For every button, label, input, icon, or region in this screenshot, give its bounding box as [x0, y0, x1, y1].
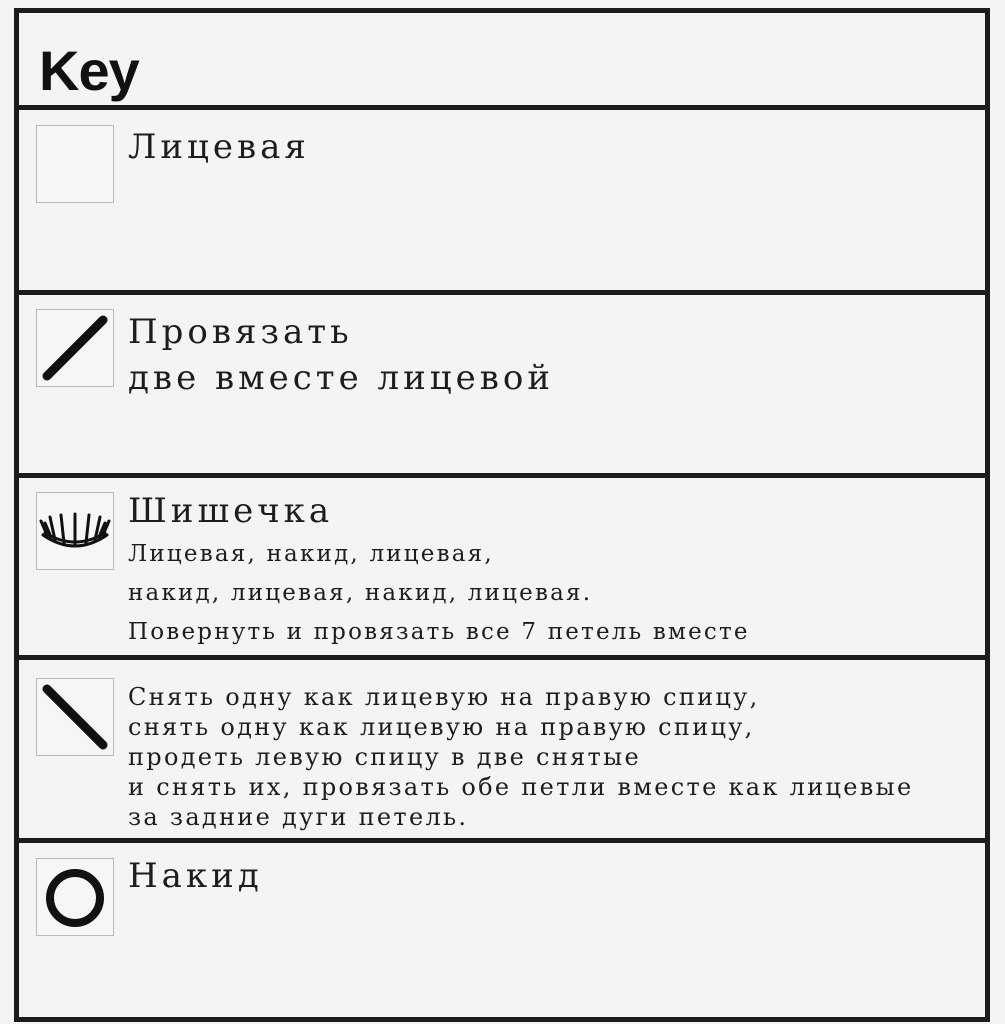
entry-description-line-2: накид, лицевая, накид, лицевая. [128, 580, 593, 606]
key-entry-bobble [19, 478, 985, 655]
entry-description-line-1: Снять одну как лицевую на правую спицу, [128, 683, 760, 711]
entry-label: Накид [128, 856, 263, 896]
circle-icon [36, 858, 114, 936]
key-title: Key [39, 39, 139, 102]
bobble-fan-icon [36, 492, 114, 570]
entry-description-line-5: за задние дуги петель. [128, 803, 469, 831]
entry-description-line-3: Повернуть и провязать все 7 петель вместе [128, 619, 750, 645]
knitting-key-table [14, 8, 990, 1022]
key-entry-knit [19, 110, 985, 290]
blank-square-icon [36, 125, 114, 203]
entry-label-line-1: Провязать [128, 312, 353, 352]
entry-description-line-3: продеть левую спицу в две снятые [128, 743, 642, 771]
entry-label: Лицевая [128, 127, 310, 167]
key-entry-k2tog [19, 295, 985, 473]
entry-heading: Шишечка [128, 491, 334, 531]
key-entry-yarn-over [19, 843, 985, 1018]
entry-description-line-2: снять одну как лицевую на правую спицу, [128, 713, 755, 741]
back-diagonal-icon [36, 678, 114, 756]
entry-description-line-4: и снять их, провязать обе петли вместе как лицевые [128, 773, 914, 801]
entry-description-line-1: Лицевая, накид, лицевая, [128, 541, 494, 567]
forward-diagonal-icon [36, 309, 114, 387]
entry-label-line-2: две вместе лицевой [128, 358, 555, 398]
key-entry-ssk [19, 660, 985, 838]
